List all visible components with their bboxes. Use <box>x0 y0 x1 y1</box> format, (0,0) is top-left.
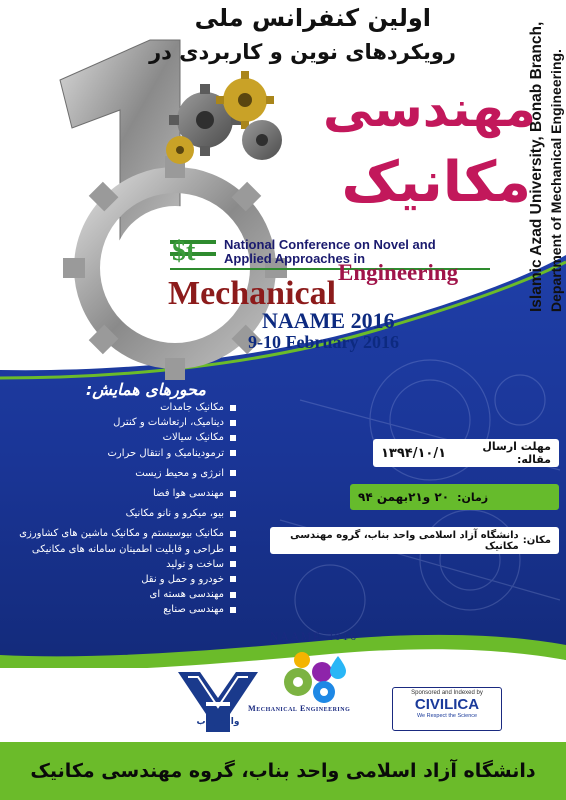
list-item: ترمودینامیک و انتقال حرارت <box>40 446 236 461</box>
time-label: زمان: <box>457 490 489 504</box>
persian-title-line2: رویکردهای نوین و کاربردی در <box>149 40 456 64</box>
vertical-university-line2: Department of Mechanical Engineering. <box>548 49 564 312</box>
bullet-icon <box>230 435 236 441</box>
vertical-university-line1: Islamic Azad University, Bonab Branch, <box>528 21 545 312</box>
conference-acronym: NAAME 2016 <box>262 308 395 333</box>
persian-title-engineering: مکانیک <box>341 150 531 215</box>
english-engineering-word: Engineering <box>338 260 459 285</box>
list-item: طراحی و قابلیت اطمینان سامانه های مکانیکی <box>40 542 236 557</box>
bullet-icon <box>230 561 236 567</box>
list-item: بیو، میکرو و نانو مکانیک <box>40 506 236 521</box>
civilica-logo <box>392 687 502 731</box>
bullet-icon <box>230 470 236 476</box>
bullet-icon <box>230 491 236 497</box>
list-item: مکانیک جامدات <box>40 400 236 415</box>
conference-date: 9-10 February 2016 <box>248 332 399 352</box>
naame-logo-subtitle: Mechanical Engineering <box>248 704 351 713</box>
time-value: ۲۰ و۲۱بهمن ۹۴ <box>358 490 450 504</box>
list-item: مهندسی صنایع <box>40 602 236 617</box>
university-logo-label: واحد بناب <box>196 717 240 727</box>
place-label: مکان: <box>522 535 551 546</box>
list-item: مکانیک بیوسیستم و مکانیک ماشین های کشاورزی <box>40 526 236 541</box>
bullet-icon <box>230 511 236 517</box>
svg-text:$t: $t <box>172 236 196 267</box>
bullet-icon <box>230 531 236 537</box>
civilica-sponsor-text: Sponsored and Indexed by <box>411 690 483 696</box>
deadline-value: ۱۳۹۴/۱۰/۱ <box>381 445 447 461</box>
bullet-icon <box>230 450 236 456</box>
bullet-icon <box>230 420 236 426</box>
list-item: دینامیک، ارتعاشات و کنترل <box>40 415 236 430</box>
list-item: مهندسی هسته ای <box>40 587 236 602</box>
deadline-label: مهلت ارسال مقاله: <box>482 440 551 466</box>
footer-text: دانشگاه آزاد اسلامی واحد بناب، گروه مهندسی مکانیک <box>30 760 536 782</box>
english-conference-title: National Conference on Novel and Applied Approaches in <box>224 237 436 266</box>
civilica-slogan: We Respect the Science <box>416 713 478 719</box>
deadline-box <box>373 439 559 467</box>
bullet-icon <box>230 405 236 411</box>
civilica-name: CIVILICA <box>414 696 480 713</box>
topics-list <box>19 400 236 617</box>
persian-title-line1: اولین کنفرانس ملی <box>194 4 431 32</box>
topics-title: محورهای همایش: <box>85 380 206 399</box>
bullet-icon <box>230 592 236 598</box>
persian-title-mechanical: مهندسی <box>322 80 536 138</box>
list-item: خودرو و حمل و نقل <box>40 572 236 587</box>
list-item: ساخت و تولید <box>40 557 236 572</box>
place-box <box>270 527 559 554</box>
list-item: مکانیک سیالات <box>40 430 236 445</box>
list-item: مهندسی هوا فضا <box>40 486 236 501</box>
bullet-icon <box>230 607 236 613</box>
gear-cluster-icon <box>166 71 282 164</box>
list-item: انرژی و محیط زیست <box>40 466 236 481</box>
bullet-icon <box>230 576 236 582</box>
naame-logo-title: NAAME 2016 <box>269 631 359 643</box>
footer-bar <box>0 742 566 800</box>
time-box <box>350 484 559 510</box>
place-value: دانشگاه آزاد اسلامی واحد بناب، گروه مهندسی مکانیک <box>290 529 519 552</box>
water-drop-icon <box>330 656 346 679</box>
english-mechanical-word: Mechanical <box>168 275 337 312</box>
bullet-icon <box>230 546 236 552</box>
